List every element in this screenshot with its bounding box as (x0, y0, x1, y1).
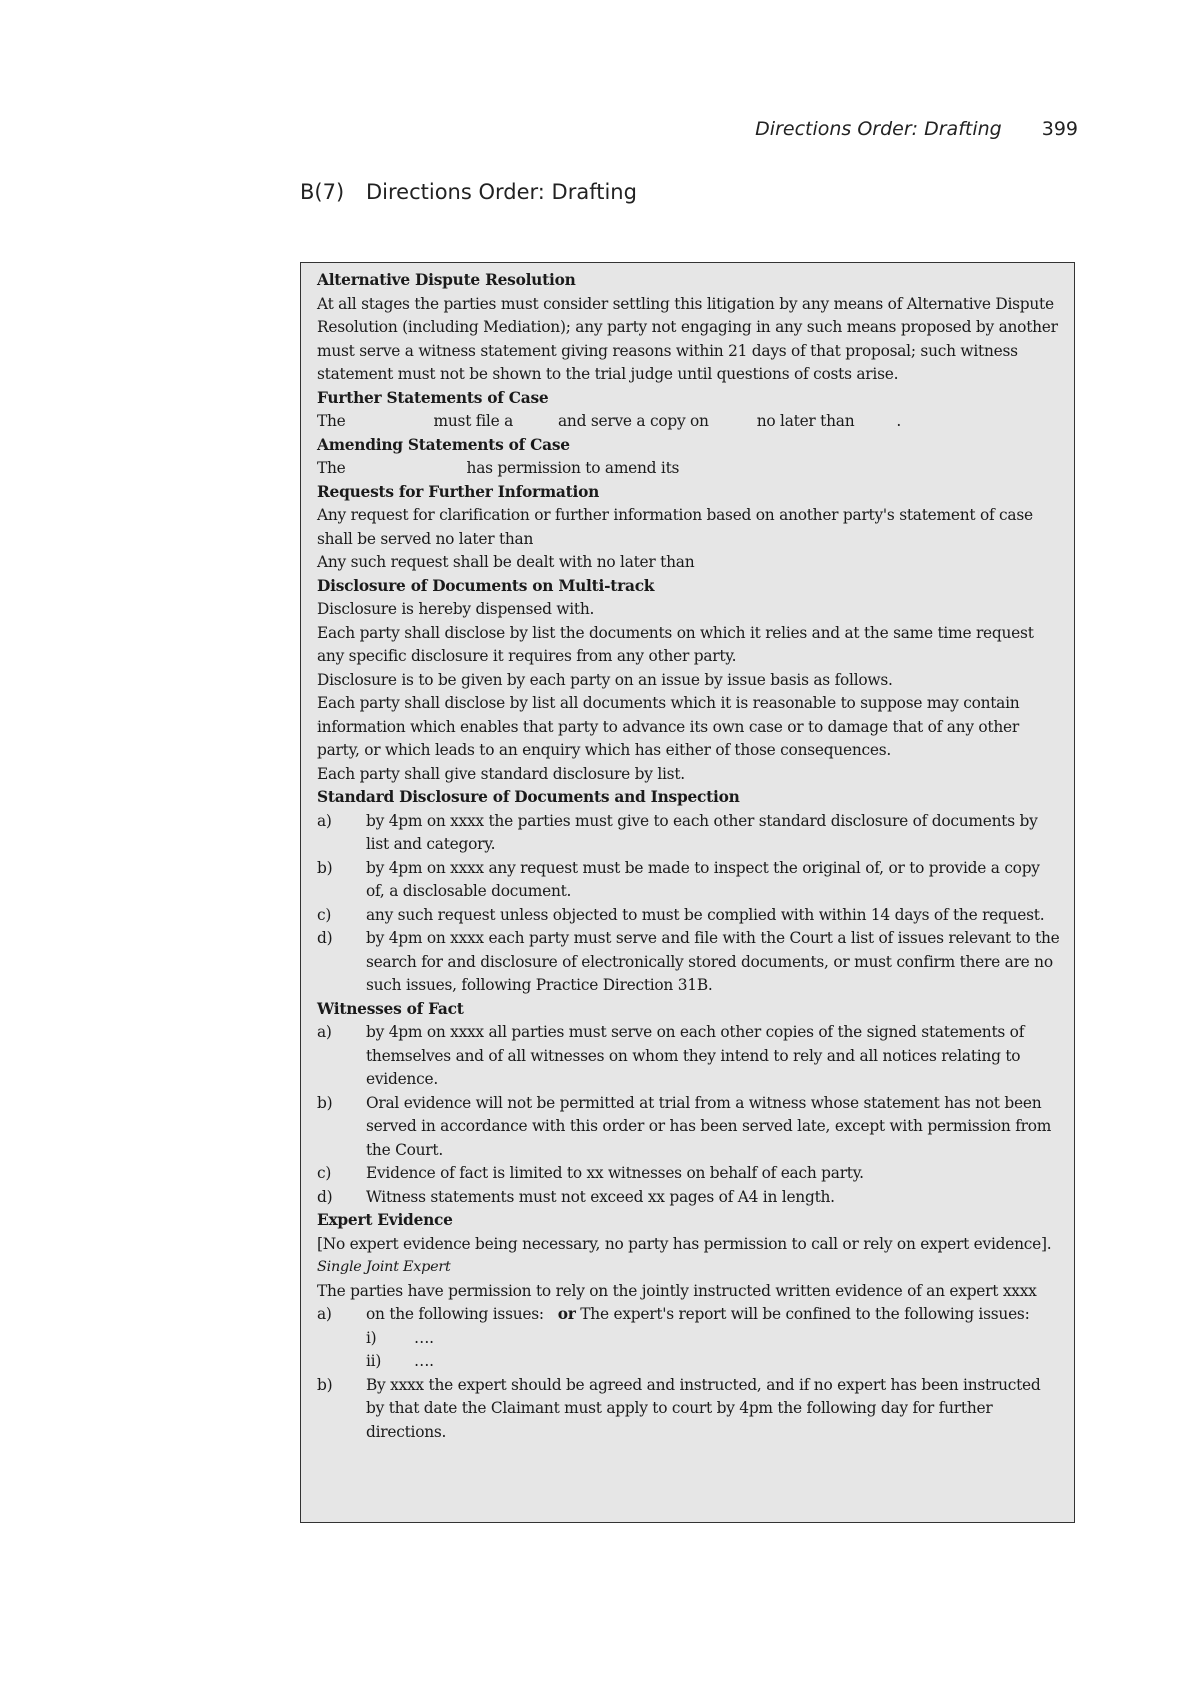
expert-a-or: or (557, 1305, 576, 1323)
section-title-text: Directions Order: Drafting (366, 180, 637, 204)
subitem-text: …. (414, 1352, 434, 1370)
list-item (317, 927, 1060, 998)
disclosure-p3: Disclosure is to be given by each party on an issue by issue basis as follows. (317, 670, 893, 689)
section-title (300, 180, 637, 204)
item-label: b) (317, 858, 333, 877)
list-item (317, 810, 1060, 857)
item-label: a) (317, 1023, 332, 1041)
item-text: by 4pm on xxxx the parties must give to each other standard disclosure of documents by list and category. (366, 811, 1038, 853)
list-subitem (317, 1350, 1060, 1374)
further-statements-text (317, 410, 1060, 434)
requests-p2: Any such request shall be dealt with no later than (317, 553, 695, 571)
further-t2: must file a (433, 412, 513, 430)
single-joint-expert-subheading: Single Joint Expert (317, 1259, 451, 1275)
expert-a-text2: The expert's report will be confined to the following issues: (580, 1305, 1030, 1323)
item-text: By xxxx the expert should be agreed and instructed, and if no expert has been instructed by that date the Claimant must apply to court by 4pm the following day for further directions. (366, 1375, 1041, 1441)
disclosure-p1: Disclosure is hereby dispensed with. (317, 600, 595, 618)
item-label: a) (317, 811, 332, 830)
amending-t2: has permission to amend its (466, 459, 680, 477)
requests-p1: Any request for clarification or further information based on another party's statement of case shall be served no later than (317, 506, 1033, 548)
item-label: c) (317, 1164, 332, 1182)
running-head-title: Directions Order: Drafting (755, 118, 1002, 140)
amending-heading: Amending Statements of Case (317, 435, 570, 454)
item-label: b) (317, 1093, 333, 1112)
disclosure-p4: Each party shall disclose by list all documents which it is reasonable to suppose may contain information which enables that party to advance its own case or to damage that of any other party, or which leads to an enquiry which has either of those consequences. (317, 694, 1020, 759)
item-label: b) (317, 1375, 333, 1394)
list-item (317, 904, 1060, 928)
item-label: c) (317, 905, 332, 924)
item-text: Oral evidence will not be permitted at trial from a witness whose statement has not been served in accordance with this order or has been served late, except with permission from the Court. (366, 1093, 1052, 1159)
further-t5: . (896, 412, 902, 430)
further-statements-heading: Further Statements of Case (317, 388, 549, 407)
expert-heading: Expert Evidence (317, 1211, 453, 1229)
expert-p1: [No expert evidence being necessary, no party has permission to call or rely on expert evidence]. (317, 1234, 1052, 1253)
further-t3: and serve a copy on (558, 412, 709, 430)
item-text: by 4pm on xxxx all parties must serve on each other copies of the signed statements of themselves and of all witnesses on whom they intend to rely and all notices relating to evidence. (366, 1023, 1025, 1088)
standard-disclosure-heading: Standard Disclosure of Documents and Inspection (317, 788, 740, 806)
subitem-label: ii) (366, 1352, 382, 1370)
section-number: B(7) (300, 180, 345, 204)
item-text: any such request unless objected to must be complied with within 14 days of the request. (366, 905, 1045, 924)
item-text (366, 1303, 1060, 1327)
item-label: d) (317, 929, 333, 947)
further-t1: The (317, 412, 346, 430)
item-label: a) (317, 1305, 332, 1323)
expert-a-text1: on the following issues: (366, 1305, 544, 1323)
item-text: Witness statements must not exceed xx pages of A4 in length. (366, 1187, 835, 1206)
adr-heading: Alternative Dispute Resolution (317, 271, 576, 289)
further-t4: no later than (756, 412, 855, 430)
directions-order-box (300, 262, 1075, 1523)
amending-t1: The (317, 459, 346, 477)
item-text: by 4pm on xxxx any request must be made to inspect the original of, or to provide a copy of, a disclosable document. (366, 858, 1040, 900)
subitem-label: i) (366, 1328, 377, 1347)
list-subitem (317, 1327, 1060, 1351)
list-item (317, 1374, 1060, 1445)
subitem-text: …. (414, 1328, 434, 1347)
list-item (317, 857, 1060, 904)
witnesses-heading: Witnesses of Fact (317, 999, 464, 1018)
list-item (317, 1186, 1060, 1210)
amending-text (317, 457, 1060, 481)
expert-p2: The parties have permission to rely on the jointly instructed written evidence of an expert xxxx (317, 1281, 1037, 1300)
running-head (700, 118, 1078, 140)
item-text: by 4pm on xxxx each party must serve and file with the Court a list of issues relevant to the search for and disclosure of electronically stored documents, or must confirm there are no such issues, following Practice Direction 31B. (366, 929, 1060, 994)
item-label: d) (317, 1187, 333, 1206)
disclosure-p5: Each party shall give standard disclosure by list. (317, 764, 685, 783)
adr-text: At all stages the parties must consider settling this litigation by any means of Alternative Dispute Resolution (including Mediation); any party not engaging in any such means proposed by another must serve a witness statement giving reasons within 21 days of that proposal; such witness statement must not be shown to the trial judge until questions of costs arise. (317, 294, 1058, 383)
list-item (317, 1092, 1060, 1163)
list-item (317, 1162, 1060, 1186)
requests-heading: Requests for Further Information (317, 482, 600, 501)
page-number: 399 (1041, 118, 1078, 140)
item-text: Evidence of fact is limited to xx witnesses on behalf of each party. (366, 1164, 864, 1182)
disclosure-heading: Disclosure of Documents on Multi-track (317, 576, 655, 595)
list-item (317, 1303, 1060, 1327)
disclosure-p2: Each party shall disclose by list the documents on which it relies and at the same time request any specific disclosure it requires from any other party. (317, 623, 1034, 665)
list-item (317, 1021, 1060, 1092)
